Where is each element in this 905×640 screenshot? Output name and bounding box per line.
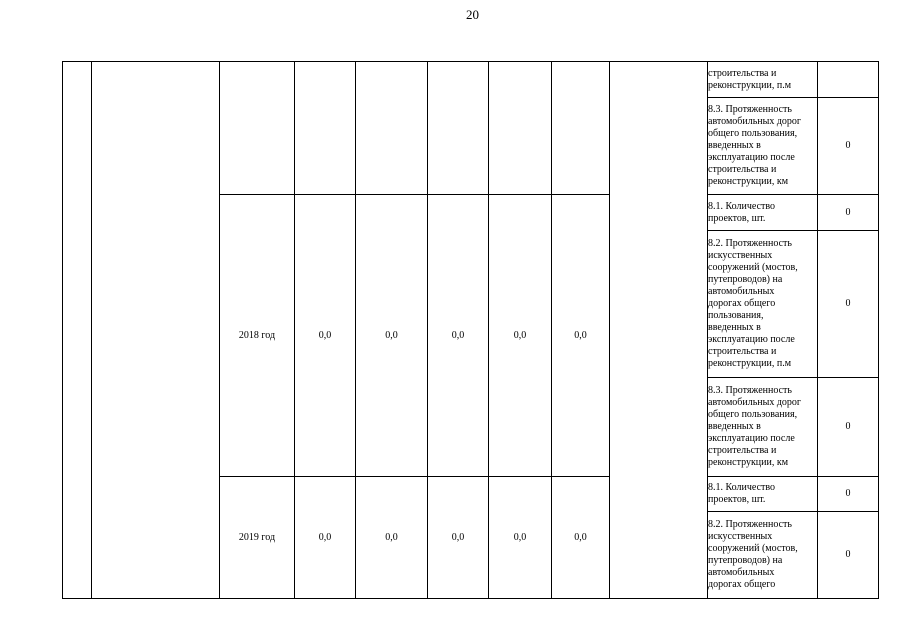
page-number: 20 xyxy=(466,7,479,22)
amount-cell xyxy=(552,62,610,195)
indicator-name: строительства и реконструкции, п.м xyxy=(708,62,818,98)
year-cell: 2018 год xyxy=(220,195,295,477)
amount-cell: 0,0 xyxy=(295,477,356,599)
amount-cell: 0,0 xyxy=(489,195,552,477)
indicator-value: 0 xyxy=(818,231,879,378)
indicator-value: 0 xyxy=(818,512,879,599)
indicator-value: 0 xyxy=(818,98,879,195)
amount-cell: 0,0 xyxy=(428,477,489,599)
amount-cell: 0,0 xyxy=(356,195,428,477)
indicator-name: 8.3. Протяженность автомобильных дорог общего пользования, введенных в эксплуатацию после строительства и реконструкции, км xyxy=(708,98,818,195)
indicator-name: 8.2. Протяженность искусственных сооружений (мостов, путепроводов) на автомобильных дорогах общего пользования, введенных в эксплуатацию после строительства и реконструкции, п.м xyxy=(708,231,818,378)
indicator-value xyxy=(818,62,879,98)
indicator-name: 8.3. Протяженность автомобильных дорог общего пользования, введенных в эксплуатацию после строительства и реконструкции, км xyxy=(708,378,818,477)
indicator-value: 0 xyxy=(818,378,879,477)
indicator-name: 8.1. Количество проектов, шт. xyxy=(708,477,818,512)
amount-cell: 0,0 xyxy=(552,477,610,599)
executor-cell xyxy=(610,62,708,599)
amount-cell: 0,0 xyxy=(428,195,489,477)
indicator-value: 0 xyxy=(818,477,879,512)
amount-cell: 0,0 xyxy=(356,477,428,599)
amount-cell xyxy=(295,62,356,195)
amount-cell: 0,0 xyxy=(489,477,552,599)
number-cell xyxy=(63,62,92,599)
indicator-name: 8.2. Протяженность искусственных сооружений (мостов, путепроводов) на автомобильных дорогах общего xyxy=(708,512,818,599)
amount-cell xyxy=(428,62,489,195)
amount-cell: 0,0 xyxy=(295,195,356,477)
table-row xyxy=(63,62,879,98)
year-cell: 2019 год xyxy=(220,477,295,599)
indicator-value: 0 xyxy=(818,195,879,231)
amount-cell xyxy=(356,62,428,195)
year-cell xyxy=(220,62,295,195)
amount-cell: 0,0 xyxy=(552,195,610,477)
program-table xyxy=(62,61,879,599)
measure-name-cell xyxy=(92,62,220,599)
indicator-name: 8.1. Количество проектов, шт. xyxy=(708,195,818,231)
amount-cell xyxy=(489,62,552,195)
